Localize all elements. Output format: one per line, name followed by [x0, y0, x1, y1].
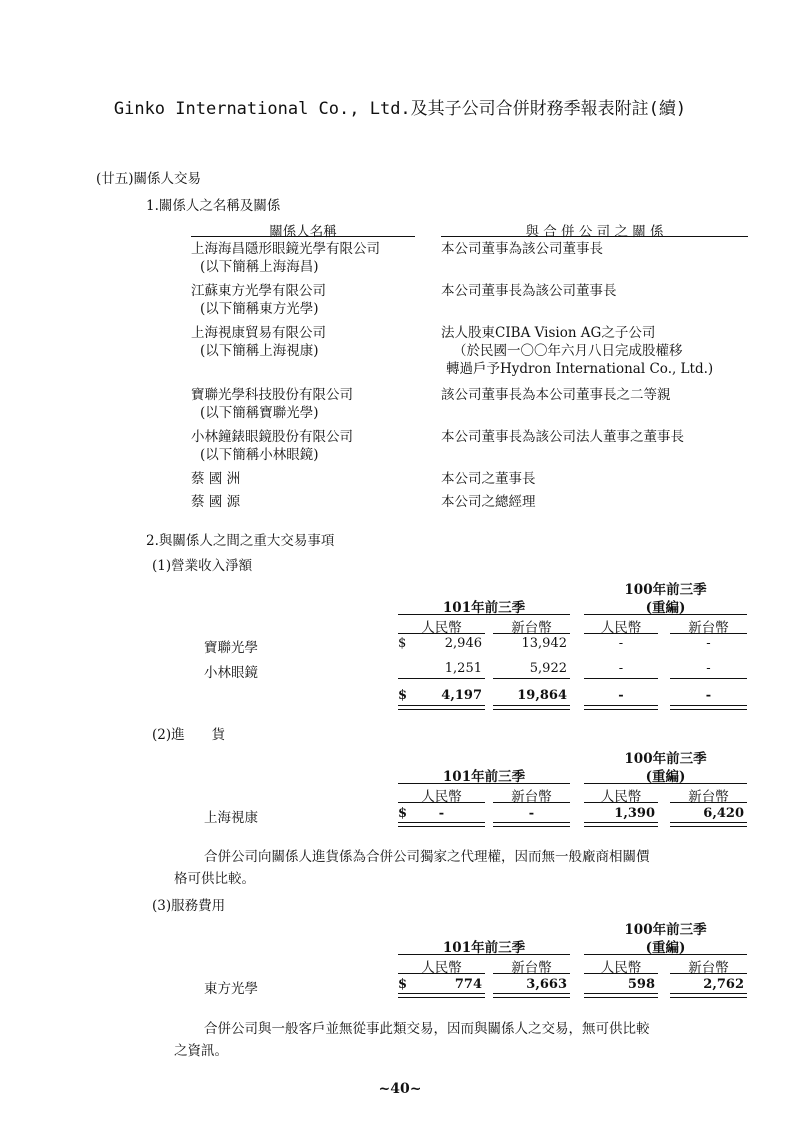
- purchase-total-double-underline: [584, 822, 658, 827]
- revenue-currency-header: 新台幣: [511, 620, 552, 636]
- purchase-period2-underline: [584, 783, 747, 784]
- purchase-note-line2: 格可供比較。: [174, 871, 255, 887]
- purchase-total-double-underline: [398, 822, 485, 827]
- revenue-subtotal-underline: [493, 678, 570, 679]
- purchase-note-line1: 合併公司向關係人進貨係為合併公司獨家之代理權，因而無一般廠商相關價: [204, 849, 650, 865]
- revenue-total-double-underline: [493, 705, 570, 710]
- related-party-alias: (以下簡稱東方光學): [200, 301, 319, 317]
- purchase-currency-header: 新台幣: [511, 789, 552, 805]
- purchase-value-cell: -: [528, 806, 535, 821]
- revenue-value-cell: 1,251: [444, 661, 482, 676]
- service-value-cell: 2,762: [703, 977, 744, 992]
- revenue-row-label: 小林眼鏡: [204, 665, 258, 681]
- service-currency-underline: [493, 973, 570, 974]
- revenue-period2-underline: [584, 614, 747, 615]
- service-currency-underline: [670, 973, 747, 974]
- purchase-total-double-underline: [670, 822, 747, 827]
- revenue-value-cell: -: [618, 688, 624, 703]
- revenue-value-cell: -: [705, 688, 712, 703]
- service-currency-header: 人民幣: [421, 960, 462, 976]
- revenue-value-cell: 2,946: [444, 636, 482, 651]
- revenue-currency-symbol: $: [398, 688, 408, 703]
- revenue-currency-underline: [584, 633, 658, 634]
- service-value-cell: 3,663: [526, 977, 567, 992]
- service-currency-underline: [584, 973, 658, 974]
- service-row-label: 東方光學: [204, 981, 258, 997]
- revenue-total-double-underline: [584, 705, 658, 710]
- related-party-relation-line: （於民國一〇〇年六月八日完成股權移: [453, 343, 683, 359]
- related-party-relation-line: 該公司董事長為本公司董事長之二等親: [441, 387, 671, 403]
- service-period1-header: 101年前三季: [442, 940, 526, 956]
- revenue-section-label: (1)營業收入淨額: [152, 558, 253, 574]
- revenue-period1-underline: [398, 614, 570, 615]
- page-title: Ginko International Co., Ltd.及其子公司合併財務季報表附註(續): [113, 99, 687, 119]
- revenue-period2-restated-label: (重編): [645, 600, 686, 616]
- service-currency-header: 新台幣: [511, 960, 552, 976]
- relation-type-column-header: 與 合 併 公 司 之 關 係: [441, 220, 748, 237]
- page-number: ~40~: [378, 1081, 422, 1097]
- purchase-period2-header: 100年前三季: [624, 751, 707, 767]
- revenue-currency-underline: [493, 633, 570, 634]
- purchase-currency-underline: [398, 802, 485, 803]
- purchase-value-cell: 1,390: [614, 806, 655, 821]
- service-period2-underline: [584, 954, 747, 955]
- revenue-currency-header: 新台幣: [688, 620, 729, 636]
- revenue-currency-underline: [670, 633, 747, 634]
- revenue-subtotal-underline: [670, 678, 747, 679]
- service-currency-header: 人民幣: [600, 960, 642, 976]
- purchase-currency-header: 新台幣: [688, 789, 729, 805]
- service-period1-underline: [398, 954, 570, 955]
- revenue-subtotal-underline: [398, 678, 485, 679]
- revenue-currency-header: 人民幣: [421, 620, 462, 636]
- revenue-value-cell: 4,197: [441, 688, 482, 703]
- revenue-total-double-underline: [670, 705, 747, 710]
- related-party-name: 寶聯光學科技股份有限公司: [191, 387, 353, 403]
- related-party-relation-line: 轉過戶予Hydron International Co., Ltd.): [446, 361, 714, 377]
- relation-name-column-header: 關係人名稱: [191, 220, 415, 237]
- revenue-value-cell: 5,922: [529, 661, 567, 676]
- related-party-alias: (以下簡稱上海海昌): [200, 259, 319, 275]
- related-party-relation-line: 本公司董事為該公司董事長: [441, 241, 603, 257]
- revenue-period1-header: 101年前三季: [442, 600, 526, 616]
- service-note-line2: 之資訊。: [174, 1043, 228, 1059]
- purchase-value-cell: 6,420: [703, 806, 744, 821]
- service-currency-underline: [398, 973, 485, 974]
- revenue-currency-header: 人民幣: [600, 620, 642, 636]
- service-note-line1: 合併公司與一般客戶並無從事此類交易，因而與關係人之交易，無可供比較: [204, 1021, 650, 1037]
- related-party-name: 江蘇東方光學有限公司: [191, 283, 326, 299]
- subsection-relations-heading: 1.關係人之名稱及關係: [146, 198, 281, 214]
- related-party-relation-line: 法人股東CIBA Vision AG之子公司: [441, 325, 656, 341]
- purchase-row-label: 上海視康: [204, 810, 258, 826]
- related-party-alias: (以下簡稱小林眼鏡): [200, 447, 319, 463]
- revenue-value-cell: 19,864: [517, 688, 567, 703]
- revenue-total-double-underline: [398, 705, 485, 710]
- service-value-cell: 598: [627, 977, 655, 992]
- purchase-currency-underline: [584, 802, 658, 803]
- revenue-period2-header: 100年前三季: [624, 582, 707, 598]
- service-total-double-underline: [670, 993, 747, 998]
- revenue-row-label: 寶聯光學: [204, 640, 258, 656]
- revenue-currency-underline: [398, 633, 485, 634]
- revenue-currency-symbol: $: [398, 636, 407, 651]
- purchase-currency-header: 人民幣: [421, 789, 462, 805]
- revenue-subtotal-underline: [584, 678, 658, 679]
- purchase-currency-symbol: $: [398, 806, 408, 821]
- subsection-transactions-heading: 2.與關係人之間之重大交易事項: [146, 533, 335, 549]
- service-total-double-underline: [398, 993, 485, 998]
- purchase-value-cell: -: [438, 806, 445, 821]
- purchase-period1-header: 101年前三季: [442, 769, 526, 785]
- related-party-relation-line: 本公司之董事長: [441, 471, 536, 487]
- revenue-value-cell: -: [618, 636, 624, 651]
- service-period2-header: 100年前三季: [624, 922, 707, 938]
- related-party-name: 上海海昌隱形眼鏡光學有限公司: [191, 241, 380, 257]
- service-total-double-underline: [493, 993, 570, 998]
- service-period2-restated-label: (重編): [645, 940, 686, 956]
- related-party-name: 蔡 國 源: [191, 494, 241, 510]
- purchase-currency-underline: [670, 802, 747, 803]
- purchase-total-double-underline: [493, 822, 570, 827]
- related-party-name: 小林鐘錶眼鏡股份有限公司: [191, 429, 353, 445]
- purchase-section-label: (2)進 貨: [152, 727, 226, 743]
- service-currency-symbol: $: [398, 977, 408, 992]
- revenue-value-cell: 13,942: [521, 636, 567, 651]
- related-party-name: 蔡 國 洲: [191, 471, 241, 487]
- related-party-relation-line: 本公司董事長為該公司董事長: [441, 283, 617, 299]
- related-party-relation-line: 本公司董事長為該公司法人董事之董事長: [441, 429, 684, 445]
- related-party-name: 上海視康貿易有限公司: [191, 325, 326, 341]
- purchase-period2-restated-label: (重編): [645, 769, 686, 785]
- service-section-label: (3)服務費用: [152, 898, 226, 914]
- revenue-value-cell: -: [706, 661, 711, 676]
- related-party-alias: (以下簡稱上海視康): [200, 343, 319, 359]
- revenue-value-cell: -: [618, 661, 624, 676]
- related-party-alias: (以下簡稱寶聯光學): [200, 405, 319, 421]
- service-total-double-underline: [584, 993, 658, 998]
- service-currency-header: 新台幣: [688, 960, 729, 976]
- revenue-value-cell: -: [706, 636, 711, 651]
- purchase-currency-underline: [493, 802, 570, 803]
- related-party-relation-line: 本公司之總經理: [441, 494, 536, 510]
- section-heading: (廿五)關係人交易: [96, 171, 202, 187]
- purchase-period1-underline: [398, 783, 570, 784]
- service-value-cell: 774: [454, 977, 482, 992]
- purchase-currency-header: 人民幣: [600, 789, 642, 805]
